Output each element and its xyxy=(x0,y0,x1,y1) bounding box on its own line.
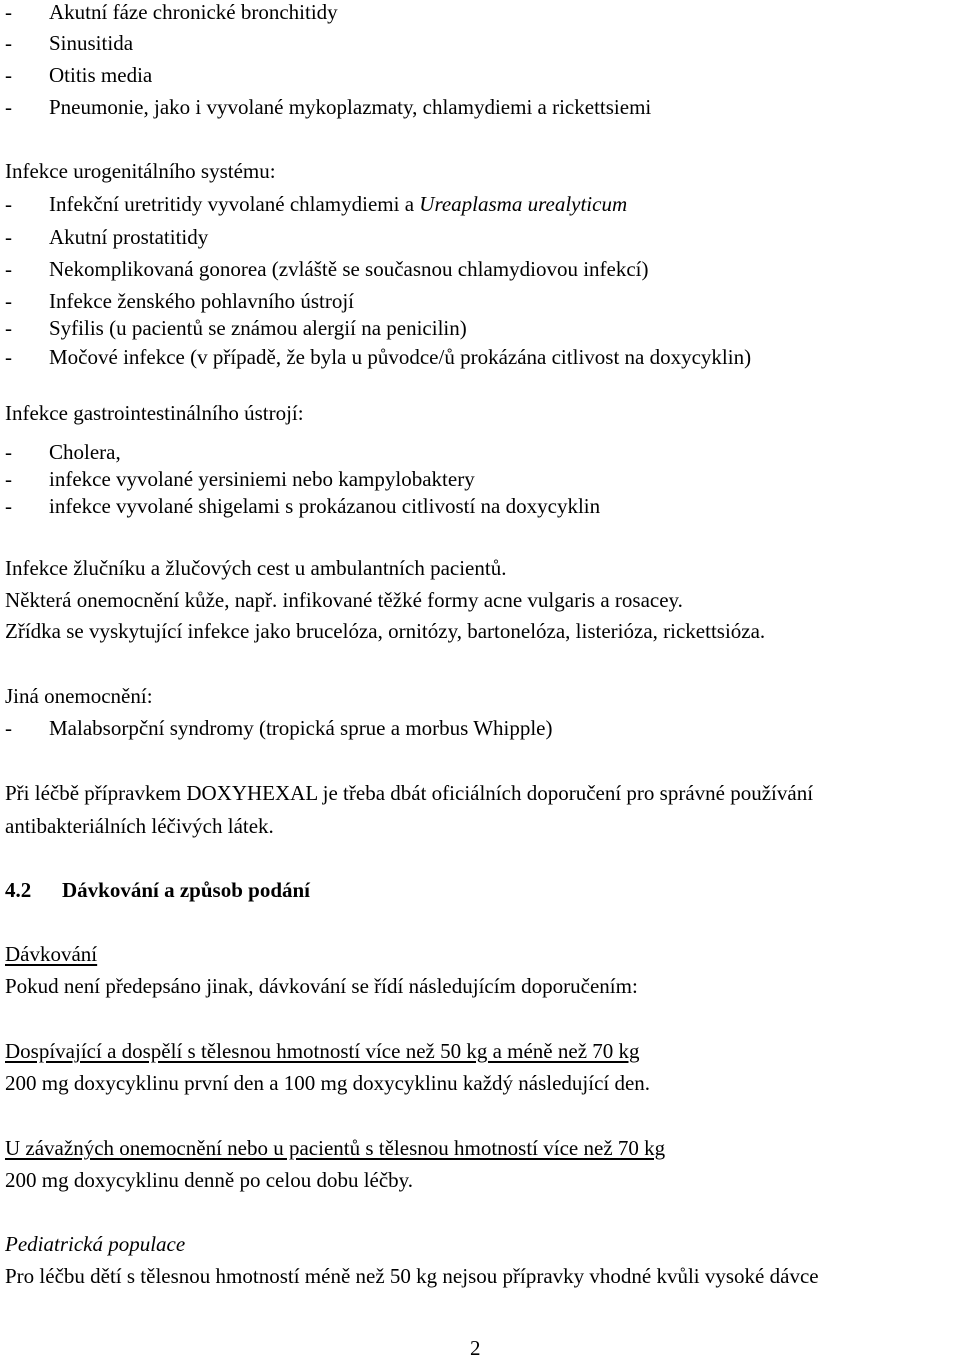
list-item-text: Cholera, xyxy=(49,440,121,464)
section-number: 4.2 xyxy=(5,878,32,902)
list-item-text: Akutní fáze chronické bronchitidy xyxy=(49,0,338,24)
list-item-text: infekce vyvolané shigelami s prokázanou citlivostí na doxycyklin xyxy=(49,494,601,518)
section-title: Dávkování a způsob podání xyxy=(62,878,311,902)
skin-text: Některá onemocnění kůže, např. infikované těžké formy acne vulgaris a rosacey. xyxy=(5,588,683,612)
pediatric-heading: Pediatrická populace xyxy=(5,1232,186,1256)
list-item-text: Infekce ženského pohlavního ústrojí xyxy=(49,289,354,313)
bullet-dash: - xyxy=(5,225,12,249)
adults-text: 200 mg doxycyklinu první den a 100 mg doxycyklinu každý následující den. xyxy=(5,1071,651,1095)
list-item-text: Syfilis (u pacientů se známou alergií na penicilin) xyxy=(49,316,467,340)
rare-infections-text: Zřídka se vyskytující infekce jako brucelóza, ornitózy, bartonelóza, listerióza, rickettsióza. xyxy=(5,619,766,643)
dosage-intro: Pokud není předepsáno jinak, dávkování se řídí následujícím doporučením: xyxy=(5,974,638,998)
dosage-heading: Dávkování xyxy=(5,942,98,966)
section-heading xyxy=(5,878,311,902)
organism-name-italic: Ureaplasma urealyticum xyxy=(419,192,628,216)
bullet-dash: - xyxy=(5,63,12,87)
list-item-text-plain: Infekční uretritidy vyvolané chlamydiemi a xyxy=(49,192,420,216)
list-item-text: Sinusitida xyxy=(49,31,134,55)
biliary-text: Infekce žlučníku a žlučových cest u ambulantních pacientů. xyxy=(5,556,507,580)
severe-text: 200 mg doxycyklinu denně po celou dobu léčby. xyxy=(5,1168,414,1192)
list-item-text: Malabsorpční syndromy (tropická sprue a morbus Whipple) xyxy=(49,716,553,740)
list-item-text: infekce vyvolané yersiniemi nebo kampylobaktery xyxy=(49,467,475,491)
bullet-dash: - xyxy=(5,289,12,313)
bullet-dash: - xyxy=(5,0,12,24)
list-item-text: Akutní prostatitidy xyxy=(49,225,209,249)
severe-heading: U závažných onemocnění nebo u pacientů s tělesnou hmotností více než 70 kg xyxy=(5,1136,666,1160)
bullet-dash: - xyxy=(5,316,12,340)
bullet-dash: - xyxy=(5,345,12,369)
list-item-text: Močové infekce (v případě, že byla u původce/ů prokázána citlivost na doxycyklin) xyxy=(49,345,752,369)
bullet-dash: - xyxy=(5,494,12,518)
bullet-dash: - xyxy=(5,95,12,119)
guidance-line-2: antibakteriálních léčivých látek. xyxy=(5,814,274,838)
pediatric-text: Pro léčbu dětí s tělesnou hmotností méně než 50 kg nejsou přípravky vhodné kvůli vysoké dávce xyxy=(5,1264,819,1288)
bullet-dash: - xyxy=(5,31,12,55)
urogenital-heading: Infekce urogenitálního systému: xyxy=(5,159,276,183)
gastro-heading: Infekce gastrointestinálního ústrojí: xyxy=(5,401,304,425)
guidance-line-1: Při léčbě přípravkem DOXYHEXAL je třeba dbát oficiálních doporučení pro správné používání xyxy=(5,781,814,805)
other-heading: Jiná onemocnění: xyxy=(5,684,153,708)
bullet-dash: - xyxy=(5,716,12,740)
page-number: 2 xyxy=(470,1336,481,1360)
list-item-text: Pneumonie, jako i vyvolané mykoplazmaty, chlamydiemi a rickettsiemi xyxy=(49,95,652,119)
adults-heading: Dospívající a dospělí s tělesnou hmotností více než 50 kg a méně než 70 kg xyxy=(5,1039,640,1063)
bullet-dash: - xyxy=(5,440,12,464)
list-item-text: Nekomplikovaná gonorea (zvláště se současnou chlamydiovou infekcí) xyxy=(49,257,649,281)
list-item-text: Otitis media xyxy=(49,63,153,87)
bullet-dash: - xyxy=(5,467,12,491)
bullet-dash: - xyxy=(5,192,12,216)
list-item-text xyxy=(49,194,627,215)
bullet-dash: - xyxy=(5,257,12,281)
